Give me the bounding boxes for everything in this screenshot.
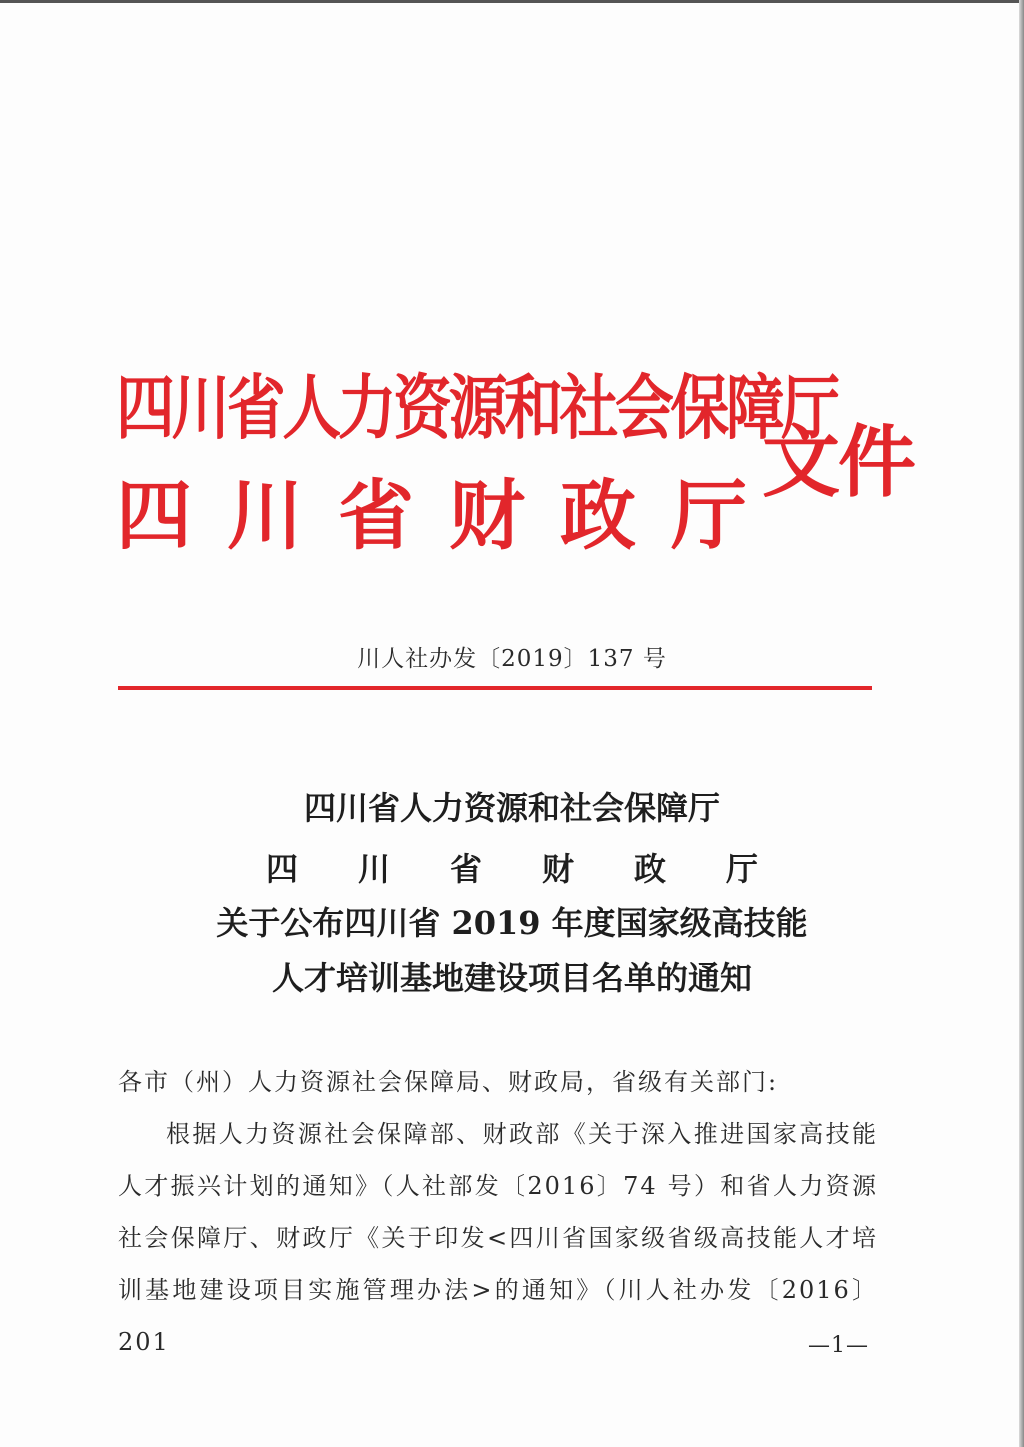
scan-edge-top — [0, 0, 1024, 3]
body-paragraph: 根据人力资源社会保障部、财政部《关于深入推进国家高技能人才振兴计划的通知》（人社部发〔2016〕74 号）和省人力资源社会保障厅、财政厅《关于印发<四川省国家级省级高技能人才培训基地建设项目实施管理办法>的通知》（川人社办发〔2016〕201 — [118, 1120, 878, 1356]
page-number: —1— — [808, 1333, 869, 1358]
scan-edge-right — [1019, 0, 1024, 1447]
title-line-4: 人才培训基地建设项目名单的通知 — [271, 959, 752, 997]
red-divider — [118, 686, 872, 690]
issuer-line-2: 四川省财政厅 — [116, 471, 782, 560]
title-line-2: 四川省财政厅 — [265, 850, 818, 888]
title-line-3: 关于公布四川省 2019 年度国家级高技能 — [216, 904, 808, 942]
document-word: 文件 — [762, 418, 915, 508]
salutation: 各市（州）人力资源社会保障局、财政局，省级有关部门: — [118, 1068, 779, 1096]
document-number: 川人社办发〔2019〕137 号 — [357, 646, 667, 672]
title-line-1: 四川省人力资源和社会保障厅 — [303, 789, 720, 827]
issuer-line-1: 四川省人力资源和社会保障厅 — [116, 367, 837, 449]
